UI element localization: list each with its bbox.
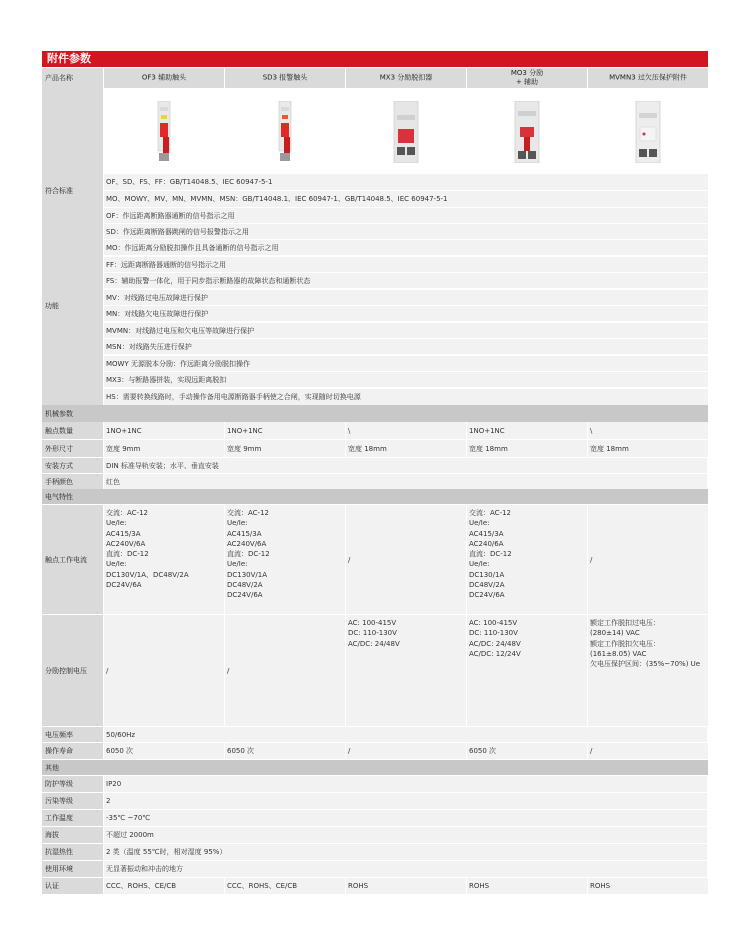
control-voltage-cell: /	[225, 615, 346, 726]
mo3-image	[467, 88, 588, 174]
section-other: 其他	[42, 760, 708, 775]
of3-image	[104, 88, 225, 174]
function-line: MO：作远距离分励脱扣操作且具备通断的信号指示之用	[104, 239, 708, 255]
section-title-bar	[42, 51, 708, 67]
life-cell: /	[346, 743, 467, 759]
certification-cell: ROHS	[346, 878, 467, 894]
temperature-row	[42, 810, 708, 826]
header-label-cell: 产品名称	[42, 68, 104, 88]
dimensions-cell: 宽度 18mm	[467, 440, 588, 457]
dimensions-cell: 宽度 18mm	[588, 440, 708, 457]
standards-line: OF、SD、FS、FF：GB/T14048.5、IEC 60947-5-1	[104, 174, 708, 190]
contacts-cell: \	[346, 422, 467, 439]
certification-cell: CCC、ROHS、CE/CB	[225, 878, 346, 894]
product-mx3: MX3 分励脱扣器	[346, 68, 467, 88]
contacts-cell: 1NO+1NC	[225, 422, 346, 439]
dimensions-label-cell: 外形尺寸	[42, 440, 104, 457]
pollution-label-cell: 污染等级	[42, 793, 104, 809]
altitude-cell: 不超过 2000m	[104, 827, 708, 843]
product-mvmn3: MVMN3 过欠压保护附件	[588, 68, 708, 88]
mounting-cell: DIN 标准导轨安装；水平、垂直安装	[104, 458, 708, 473]
dimensions-cell: 宽度 9mm	[225, 440, 346, 457]
page-title: 附件参数	[47, 52, 91, 65]
contact-current-label-cell: 触点工作电流	[42, 505, 104, 614]
mx3-image	[346, 88, 467, 174]
certification-cell: CCC、ROHS、CE/CB	[104, 878, 225, 894]
function-line: OF：作远距离断路器通断的信号指示之用	[104, 207, 708, 223]
handle-color-label-cell: 手柄颜色	[42, 474, 104, 489]
product-sd3: SD3 报警触头	[225, 68, 346, 88]
certification-cell: ROHS	[467, 878, 588, 894]
control-voltage-cell: AC: 100-415V DC: 110-130V AC/DC: 24/48V AC/DC: 12/24V	[467, 615, 588, 726]
altitude-label-cell: 海拔	[42, 827, 104, 843]
certification-cell: ROHS	[588, 878, 708, 894]
section-electrical: 电气特性	[42, 489, 708, 504]
life-cell: /	[588, 743, 708, 759]
function-sub-label-cell	[42, 371, 104, 405]
frequency-cell: 50/60Hz	[104, 727, 708, 742]
control-voltage-cell: 额定工作脱扣过电压： (280±14) VAC 额定工作脱扣欠电压： (161±8.05) VAC 欠电压保护区间：(35%~70%) Ue	[588, 615, 708, 726]
contact-current-cell: /	[346, 505, 467, 614]
pollution-cell: 2	[104, 793, 708, 809]
protection-row	[42, 776, 708, 792]
environment-row	[42, 861, 708, 877]
certification-label-cell: 认证	[42, 878, 104, 894]
contacts-cell: 1NO+1NC	[104, 422, 225, 439]
image-label-cell	[42, 88, 104, 174]
control-voltage-row	[42, 615, 708, 726]
dimensions-row	[42, 440, 708, 457]
function-line: MX3：与断路器拼装，实现远距离脱扣	[104, 371, 708, 387]
life-cell: 6050 次	[467, 743, 588, 759]
temperature-cell: -35℃ ~70℃	[104, 810, 708, 826]
contacts-row	[42, 422, 708, 439]
humidity-row	[42, 844, 708, 860]
humidity-label-cell: 抗湿热性	[42, 844, 104, 860]
dimensions-cell: 宽度 18mm	[346, 440, 467, 457]
contacts-label-cell: 触点数量	[42, 422, 104, 439]
environment-cell: 无显著振动和冲击的地方	[104, 861, 708, 877]
function-line: SD：作远距离断路器跳闸的信号报警指示之用	[104, 223, 708, 239]
standards-line: MO、MOWY、MV、MN、MVMN、MSN：GB/T14048.1、IEC 60947-1、GB/T14048.5、IEC 60947-5-1	[104, 190, 708, 207]
mo3-device-icon	[514, 101, 540, 163]
mounting-row	[42, 458, 708, 473]
certification-row	[42, 878, 708, 894]
contact-current-cell: 交流：AC-12 Ue/Ie: AC415/3A AC240V/6A 直流：DC-12 Ue/Ie: DC130V/1A DC48V/2A DC24V/6A	[225, 505, 346, 614]
function-line: MOWY 无源脱本分励：作远距离分励脱扣操作	[104, 355, 708, 371]
function-label-cell: 功能	[42, 207, 104, 405]
section-mechanical: 机械参数	[42, 405, 708, 422]
control-voltage-cell: /	[104, 615, 225, 726]
handle-color-cell: 红色	[104, 474, 708, 489]
contact-current-row	[42, 505, 708, 614]
life-cell: 6050 次	[104, 743, 225, 759]
life-row	[42, 743, 708, 759]
contact-current-cell: /	[588, 505, 708, 614]
sd3-device-icon	[274, 101, 296, 163]
function-line: FF：远距离断路器通断的信号指示之用	[104, 256, 708, 272]
table-header-row	[42, 68, 708, 88]
function-line: MVMN：对线路过电压和欠电压等故障进行保护	[104, 322, 708, 338]
sd3-image	[225, 88, 346, 174]
mvmn3-image	[588, 88, 708, 174]
product-image-row	[42, 88, 708, 174]
mounting-label-cell: 安装方式	[42, 458, 104, 473]
contact-current-cell: 交流：AC-12 Ue/Ie: AC415/3A AC240V/6A 直流：DC-12 Ue/Ie: DC130V/1A、DC48V/2A DC24V/6A	[104, 505, 225, 614]
temperature-label-cell: 工作温度	[42, 810, 104, 826]
mvmn3-device-icon	[635, 101, 661, 163]
environment-label-cell: 使用环境	[42, 861, 104, 877]
humidity-cell: 2 类（温度 55℃时，相对湿度 95%）	[104, 844, 708, 860]
product-mo3: MO3 分励 + 辅助	[467, 68, 588, 88]
function-line: FS：辅助报警一体化，用于同步指示断路器的故障状态和通断状态	[104, 272, 708, 288]
protection-cell: IP20	[104, 776, 708, 792]
contacts-cell: 1NO+1NC	[467, 422, 588, 439]
handle-color-row	[42, 474, 708, 489]
function-line: HS：需要转换线路时，手动操作备用电源断路器手柄使之合闸，实现随时切换电源	[104, 388, 708, 405]
frequency-row	[42, 727, 708, 742]
function-line: MV：对线路过电压故障进行保护	[104, 289, 708, 305]
standards-label-cell: 符合标准	[42, 174, 104, 207]
altitude-row	[42, 827, 708, 843]
control-voltage-label-cell: 分励控制电压	[42, 615, 104, 726]
frequency-label-cell: 电压频率	[42, 727, 104, 742]
dimensions-cell: 宽度 9mm	[104, 440, 225, 457]
function-line: MSN：对线路失压进行保护	[104, 338, 708, 354]
contact-current-cell: 交流：AC-12 Ue/Ie: AC415/3A AC240/6A 直流：DC-12 Ue/Ie: DC130/1A DC48V/2A DC24V/6A	[467, 505, 588, 614]
control-voltage-cell: AC: 100-415V DC: 110-130V AC/DC: 24/48V	[346, 615, 467, 726]
pollution-row	[42, 793, 708, 809]
protection-label-cell: 防护等级	[42, 776, 104, 792]
product-of3: OF3 辅助触头	[104, 68, 225, 88]
mx3-device-icon	[393, 101, 419, 163]
of3-device-icon	[153, 101, 175, 163]
life-label-cell: 操作寿命	[42, 743, 104, 759]
function-line: MN：对线路欠电压故障进行保护	[104, 305, 708, 321]
life-cell: 6050 次	[225, 743, 346, 759]
contacts-cell: \	[588, 422, 708, 439]
